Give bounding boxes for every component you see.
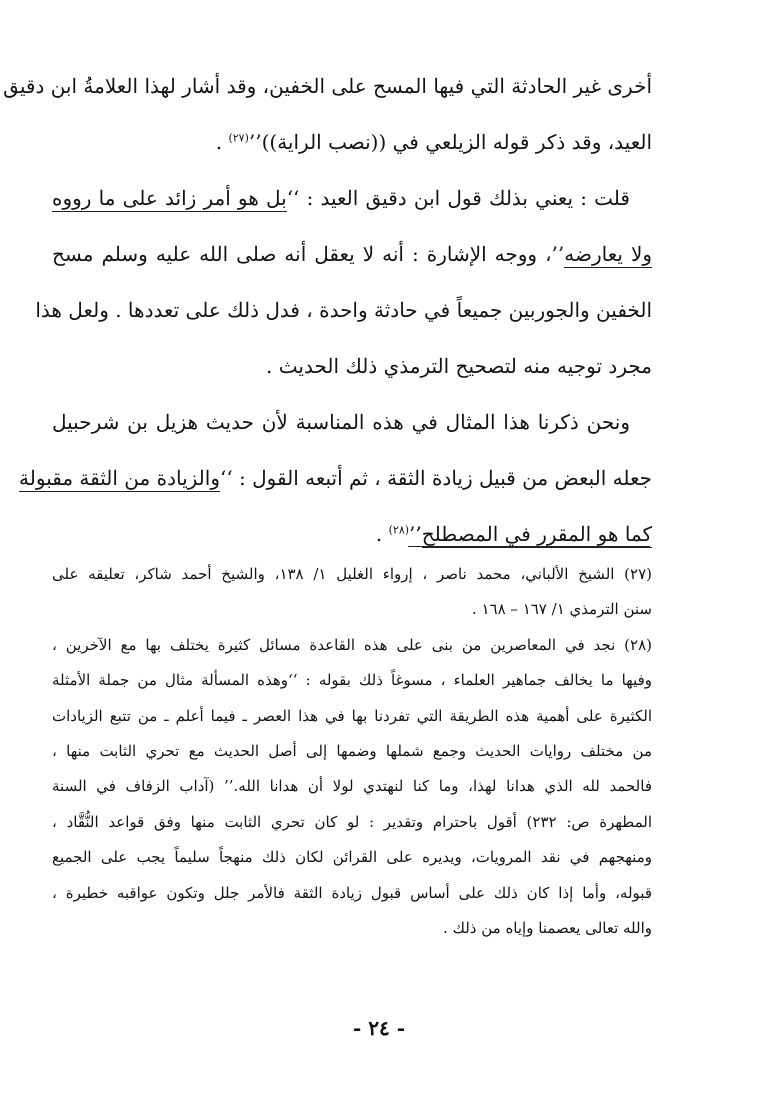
footnote-28-line-1: (٢٨) نجد في المعاصرين من بنى على هذه القاعدة مسائل كثيرة يختلف بها مع الآخرين ، — [52, 635, 652, 654]
footnote-27-line-2: سنن الترمذي ١/ ١٦٧ – ١٦٨ . — [471, 600, 652, 619]
footnote-27-line-1: (٢٧) الشيخ الألباني، محمد ناصر ، إرواء الغليل ١/ ١٣٨، والشيخ أحمد شاكر، تعليقه على — [52, 565, 652, 583]
body-line-5: الخفين والجوربين جميعاً في حادثة واحدة ، فدل ذلك على تعددها . ولعل هذا — [35, 298, 652, 322]
body-line-6: مجرد توجيه منه لتصحيح الترمذي ذلك الحديث . — [266, 354, 652, 378]
body-line-7: ونحن ذكرنا هذا المثال في هذه المناسبة لأن حديث هزيل بن شرحبيل — [52, 410, 630, 434]
underlined-quote-2-end: كما هو المقرر في المصطلح — [421, 522, 652, 546]
footnote-28-line-3: الكثيرة على أهمية هذه الطريقة التي تفردنا بها في هذا العصر ـ فيما أعلم ـ من تتبع الزيادات — [52, 706, 652, 725]
terminal-dot-2: . — [375, 522, 383, 546]
footnote-separator — [408, 546, 650, 547]
page-number: - ٢٤ - — [352, 1016, 405, 1040]
footnote-28-line-6: المطهرة ص: ٢٣٢) أقول باحترام وتقدير : لو كان تحري الثابت منها وفق قواعد النُّقَّاد ، — [52, 812, 652, 831]
footnote-28-line-9: والله تعالى يعصمنا وإياه من ذلك . — [443, 918, 652, 937]
body-line-9: كما هو المقرر في المصطلح’’$^{(٢٨)}$ . — [375, 522, 652, 546]
footnote-28-line-7: ومنهجهم في نقد المرويات، ويديره على القرائن لكان ذلك منهجاً سليماً يجب على الجميع — [52, 848, 652, 867]
footnote-28-line-4: من مختلف روايات الحديث وجمع شملها وضمها إلى أصل الحديث مع تحري الثابت منها ، — [52, 741, 652, 760]
main-text — [3, 58, 653, 562]
footnote-ref-28[interactable]: (٢٨) — [388, 523, 410, 537]
body-line-1: أخرى غير الحادثة التي فيها المسح على الخفين، وقد أشار لهذا العلامةُ ابن دقيق — [3, 74, 652, 98]
underlined-quote-end: ولا يعارضه — [564, 242, 653, 266]
footnotes — [52, 557, 652, 946]
underlined-quote-2: والزيادة من الثقة مقبولة — [19, 466, 220, 490]
body-line-2: العيد، وقد ذكر قوله الزيلعي في ((نصب الراية))’’$^{(٢٧)}$ . — [215, 130, 652, 154]
underlined-quote: بل هو أمر زائد على ما رووه — [52, 186, 287, 210]
footnote-28-line-5: فالحمد لله الذي هدانا لهذا، وما كنا لنهتدي لولا أن هدانا الله.’’ (آداب الزفاف في السنة — [52, 777, 652, 796]
body-line-8: جعله البعض من قبيل زيادة الثقة ، ثم أتبعه القول : ‘‘والزيادة من الثقة مقبولة — [19, 466, 652, 490]
footnote-ref-27[interactable]: (٢٧) — [228, 131, 249, 145]
footnote-28-line-2: وفيها ما يخالف جماهير العلماء ، مسوغاً ذلك بقوله : ‘‘وهذه المسألة مثال من جملة الأمثلة — [52, 671, 652, 690]
footnote-28-line-8: قبوله، وأما إذا كان ذلك على أساس قبول زيادة الثقة فالأمر جلل وتكون عواقبه خطيرة ، — [52, 883, 652, 902]
body-line-4: ولا يعارضه’’، ووجه الإشارة : أنه لا يعقل أنه صلى الله عليه وسلم مسح — [52, 242, 653, 266]
terminal-dot: . — [215, 130, 223, 154]
body-line-3: قلت : يعني بذلك قول ابن دقيق العيد : ‘‘بل هو أمر زائد على ما رووه — [52, 186, 630, 210]
